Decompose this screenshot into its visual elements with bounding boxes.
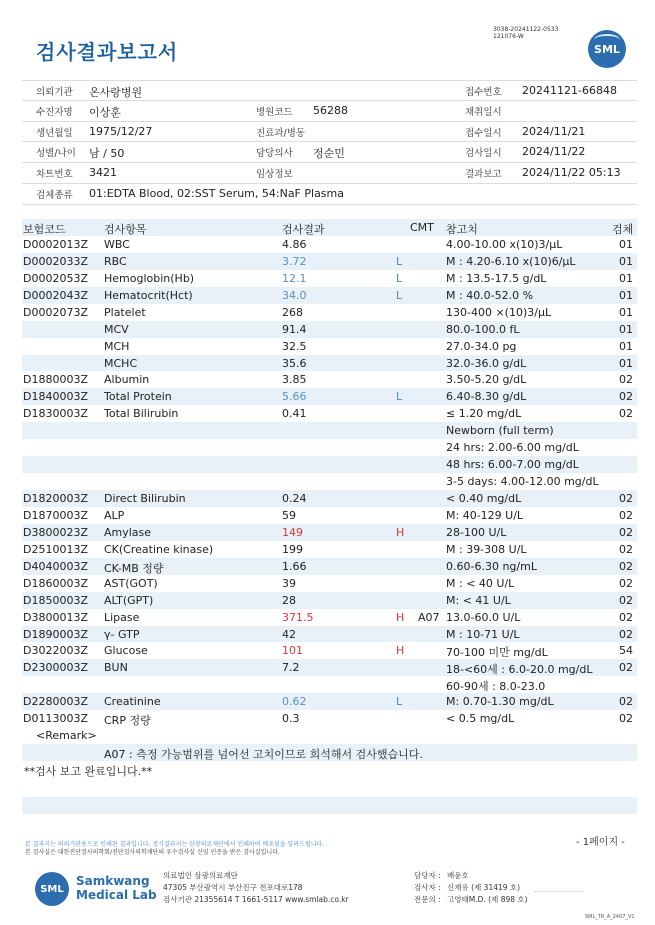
remark-text-row (22, 744, 637, 761)
collection-dt-label: 채취일시 (465, 106, 502, 118)
test-result: 28 (282, 593, 296, 607)
test-name: Hemoglobin(Hb) (104, 271, 195, 285)
table-row (22, 422, 637, 439)
doctor-value: 정순민 (313, 147, 345, 161)
table-row (22, 490, 637, 507)
info-row (22, 142, 637, 163)
birth-value: 1975/12/27 (89, 124, 153, 138)
receipt-no-value: 20241121-66848 (522, 84, 617, 97)
document-code: 3038-20241122-0533 (493, 26, 559, 33)
specimen-code: 02 (619, 525, 633, 539)
test-result: 5.66 (282, 390, 307, 404)
specimen-code: 01 (619, 288, 633, 302)
result-flag: L (396, 271, 403, 285)
test-name: γ- GTP (104, 627, 140, 641)
reference-range: M: 0.70-1.30 mg/dL (446, 695, 554, 709)
specimen-code: 02 (619, 373, 633, 387)
chart-no-value: 3421 (89, 166, 117, 180)
header-cmt: CMT (410, 221, 434, 234)
table-row (22, 439, 637, 456)
header-ref: 참고치 (446, 223, 478, 236)
header-name: 검사항목 (104, 223, 147, 236)
reference-range: 3.50-5.20 g/dL (446, 373, 527, 387)
test-date-value: 2024/11/22 (522, 145, 586, 159)
sml-logo-icon: SML (588, 30, 626, 68)
info-row (22, 80, 637, 101)
test-code: D0002013Z (23, 237, 88, 251)
receipt-date-value: 2024/11/21 (522, 124, 586, 138)
test-result: 0.41 (282, 407, 307, 421)
test-code: D0002033Z (23, 254, 88, 268)
page-title: 검사결과보고서 (36, 40, 179, 64)
reference-range: 3-5 days: 4.00-12.00 mg/dL (446, 475, 599, 489)
specimen-code: 54 (619, 644, 633, 658)
reference-range: 60-90세 : 8.0-23.0 (446, 680, 546, 694)
test-code: D2280003Z (23, 695, 88, 709)
remark-row (22, 727, 637, 744)
table-row (22, 270, 637, 287)
chart-no-label: 차트번호 (36, 169, 73, 181)
table-row (22, 253, 637, 270)
test-code: D1830003Z (23, 407, 88, 421)
address-line: 검사기관 21355614 T 1661-5117 www.smlab.co.kr (163, 895, 349, 904)
info-row (22, 163, 637, 184)
table-row (22, 626, 637, 643)
test-code: D1880003Z (23, 373, 88, 387)
info-row (22, 101, 637, 122)
result-flag: H (396, 525, 405, 539)
test-result: 149 (282, 525, 303, 539)
test-name: ALP (104, 508, 125, 522)
table-row (22, 388, 637, 405)
test-result: 371.5 (282, 610, 314, 624)
staff-labels (414, 870, 441, 906)
brand-line: Samkwang (76, 874, 150, 888)
table-row (22, 473, 637, 490)
test-name: Creatinine (104, 695, 161, 709)
specimen-code: 02 (619, 390, 633, 404)
address-line: 의료법인 삼광의료재단 (163, 871, 238, 880)
header-code: 보험코드 (23, 223, 66, 236)
specimen-code: 02 (619, 661, 633, 675)
table-row (22, 338, 637, 355)
blank-row (22, 797, 637, 814)
table-row (22, 236, 637, 253)
specimen-code: 02 (619, 542, 633, 556)
specimen-code: 02 (619, 610, 633, 624)
reference-range: 80.0-100.0 fL (446, 322, 520, 336)
specimen-label: 검체종류 (36, 189, 73, 201)
reference-range: 18-<60세 : 6.0-20.0 mg/dL (446, 663, 593, 677)
document-codes (493, 26, 558, 40)
test-name: BUN (104, 661, 128, 675)
test-result: 3.72 (282, 254, 307, 268)
test-code: D1840003Z (23, 390, 88, 404)
specimen-code: 01 (619, 271, 633, 285)
test-code: D3800013Z (23, 610, 88, 624)
reference-range: 28-100 U/L (446, 525, 507, 539)
table-row (22, 405, 637, 422)
test-code: D3022003Z (23, 644, 88, 658)
info-row (22, 122, 637, 143)
requesting-org-value: 온사랑병원 (89, 86, 143, 99)
reference-range: 32.0-36.0 g/dL (446, 356, 527, 370)
table-row (22, 371, 637, 388)
hospital-code-value: 56288 (313, 103, 348, 117)
specimen-code: 01 (619, 339, 633, 353)
doctor-label: 담당의사 (256, 148, 293, 160)
staff-label: 전문의 : (414, 895, 441, 904)
birth-label: 생년월일 (36, 127, 73, 139)
patient-label: 수진자명 (36, 106, 73, 118)
test-name: MCV (104, 322, 129, 336)
test-date-label: 검사일시 (465, 148, 502, 160)
table-row (22, 592, 637, 609)
test-code: D0002073Z (23, 305, 88, 319)
reference-range: M : 39-308 U/L (446, 542, 527, 556)
info-row (22, 184, 637, 205)
table-row (22, 541, 637, 558)
test-result: 4.86 (282, 237, 307, 251)
requesting-org-label: 의뢰기관 (36, 87, 73, 98)
test-code: D0002053Z (23, 271, 88, 285)
result-flag: L (396, 695, 403, 709)
table-row (22, 710, 637, 727)
staff-label: 담당자 : (414, 871, 441, 880)
specimen-code: 01 (619, 254, 633, 268)
test-code: D2300003Z (23, 661, 88, 675)
table-row (22, 456, 637, 473)
table-row (22, 507, 637, 524)
receipt-date-label: 접수일시 (465, 127, 502, 139)
specimen-code: 02 (619, 407, 633, 421)
table-row (22, 355, 637, 372)
footnote (25, 841, 324, 857)
remark-title: <Remark> (36, 729, 97, 743)
table-row (22, 558, 637, 575)
reference-range: 130-400 ×(10)3/μL (446, 305, 552, 319)
hospital-code-label: 병원코드 (256, 106, 293, 118)
table-row (22, 676, 637, 693)
brand-name (76, 874, 157, 902)
test-name: Hematocrit(Hct) (104, 288, 193, 302)
reference-range: < 0.5 mg/dL (446, 712, 515, 726)
specimen-code: 02 (619, 712, 633, 726)
specimen-code: 02 (619, 627, 633, 641)
page-number: - 1페이지 - (576, 837, 625, 848)
test-code: D1890003Z (23, 627, 88, 641)
brand-line: Medical Lab (76, 888, 157, 902)
reference-range: 4.00-10.00 x(10)3/μL (446, 237, 563, 251)
test-name: Amylase (104, 525, 152, 539)
table-row (22, 693, 637, 710)
test-name: CRP 정량 (104, 714, 151, 728)
reference-range: 48 hrs: 6.00-7.00 mg/dL (446, 458, 579, 472)
table-row (22, 609, 637, 626)
footnote-line: 본 검사실은 대한진단검사의학회/진단검사의학재단의 우수검사실 신임 인증을 받은 검사실입니다. (25, 849, 280, 856)
reference-range: M : 13.5-17.5 g/dL (446, 271, 547, 285)
test-name: CK-MB 정량 (104, 561, 164, 575)
reference-range: 13.0-60.0 U/L (446, 610, 521, 624)
results-table (22, 219, 637, 778)
result-flag: H (396, 610, 405, 624)
test-code: D1860003Z (23, 576, 88, 590)
staff-value: 배윤호 (447, 871, 469, 880)
receipt-no-label: 접수번호 (465, 87, 502, 98)
staff-value: 고영태M.D. (제 898 호) (447, 895, 528, 904)
table-row (22, 304, 637, 321)
table-row (22, 575, 637, 592)
staff-values (447, 870, 528, 906)
sex-age-value: 남 / 50 (89, 147, 125, 161)
sex-age-label: 성별/나이 (36, 148, 76, 160)
test-code: D0002043Z (23, 288, 88, 302)
table-row (22, 642, 637, 659)
reference-range: Newborn (full term) (446, 424, 554, 438)
test-result: 0.62 (282, 695, 307, 709)
reference-range: M : 4.20-6.10 x(10)6/μL (446, 254, 576, 268)
result-flag: L (396, 288, 403, 302)
test-name: AST(GOT) (104, 576, 158, 590)
footnote-line: 본 결과지는 의뢰기관용으로 인쇄된 결과입니다. 정식결과지는 삼광의료재단에서 인쇄하여 배포됨을 알려드립니다. (25, 841, 325, 848)
specimen-code: 01 (619, 356, 633, 370)
test-result: 59 (282, 508, 296, 522)
specimen-code: 02 (619, 576, 633, 590)
specimen-code: 02 (619, 695, 633, 709)
reference-range: < 0.40 mg/dL (446, 492, 522, 505)
test-name: RBC (104, 254, 127, 268)
dept-label: 진료과/병동 (256, 127, 306, 139)
test-code: D0113003Z (23, 712, 88, 726)
remark-text: A07 : 측정 가능범위를 넘어선 고치이므로 희석해서 검사했습니다. (104, 748, 423, 762)
test-name: CK(Creatine kinase) (104, 542, 214, 556)
test-result: 39 (282, 576, 296, 590)
test-name: MCHC (104, 356, 138, 370)
reference-range: 0.60-6.30 ng/mL (446, 559, 537, 573)
test-code: D1850003Z (23, 593, 88, 607)
test-result: 42 (282, 627, 296, 641)
test-result: 3.85 (282, 373, 307, 387)
test-code: D3800023Z (23, 525, 88, 539)
test-code: D1820003Z (23, 492, 88, 505)
header-specimen: 검체 (612, 223, 634, 236)
test-name: MCH (104, 339, 130, 353)
address-block (163, 870, 349, 906)
sml-footer-logo-icon: SML (35, 872, 69, 906)
reference-range: ≤ 1.20 mg/dL (446, 407, 522, 421)
test-name: WBC (104, 237, 130, 251)
test-code: D4040003Z (23, 559, 88, 573)
test-comment: A07 (418, 610, 440, 624)
test-code: D1870003Z (23, 508, 88, 522)
test-result: 32.5 (282, 339, 307, 353)
specimen-value: 01:EDTA Blood, 02:SST Serum, 54:NaF Plasma (89, 186, 344, 200)
test-name: Total Protein (104, 390, 172, 404)
test-result: 0.3 (282, 712, 300, 726)
reference-range: M: 40-129 U/L (446, 508, 524, 522)
result-flag: L (396, 390, 403, 404)
test-result: 34.0 (282, 288, 307, 302)
test-result: 101 (282, 644, 303, 658)
report-complete-text: **검사 보고 완료입니다.** (24, 765, 153, 778)
test-result: 0.24 (282, 492, 307, 505)
clinical-label: 임상정보 (256, 169, 293, 181)
reference-range: M: < 41 U/L (446, 593, 511, 607)
staff-value: 신재유 (제 31419 호) (447, 883, 521, 892)
table-row (22, 287, 637, 304)
table-row (22, 321, 637, 338)
specimen-code: 01 (619, 305, 633, 319)
test-name: Albumin (104, 373, 150, 387)
signature-mark (534, 880, 584, 892)
result-flag: L (396, 254, 403, 268)
specimen-code: 02 (619, 508, 633, 522)
specimen-code: 02 (619, 492, 633, 505)
test-name: Glucose (104, 644, 148, 658)
staff-label: 검사자 : (414, 883, 441, 892)
specimen-code: 01 (619, 322, 633, 336)
table-row (22, 524, 637, 541)
reference-range: 27.0-34.0 pg (446, 339, 517, 353)
test-result: 12.1 (282, 271, 307, 285)
table-body (22, 236, 637, 727)
document-code: 121076-W (493, 33, 524, 40)
test-name: Platelet (104, 305, 146, 319)
test-name: Lipase (104, 610, 140, 624)
test-name: ALT(GPT) (104, 593, 154, 607)
reference-range: M : 40.0-52.0 % (446, 288, 534, 302)
address-line: 47305 부산광역시 부산진구 전포대로178 (163, 883, 303, 892)
test-result: 1.66 (282, 559, 307, 573)
reference-range: M : < 40 U/L (446, 576, 515, 590)
reference-range: 70-100 미만 mg/dL (446, 646, 548, 660)
test-code: D2510013Z (23, 542, 88, 556)
test-result: 35.6 (282, 356, 307, 370)
table-header (22, 219, 637, 236)
table-row (22, 659, 637, 676)
specimen-code: 01 (619, 237, 633, 251)
complete-row (22, 761, 637, 778)
test-result: 91.4 (282, 322, 307, 336)
patient-info-section (22, 80, 637, 205)
specimen-code: 02 (619, 593, 633, 607)
test-name: Total Bilirubin (104, 407, 179, 421)
result-flag: H (396, 644, 405, 658)
reference-range: M : 10-71 U/L (446, 627, 520, 641)
reference-range: 6.40-8.30 g/dL (446, 390, 527, 404)
test-result: 199 (282, 542, 303, 556)
header-result: 검사결과 (282, 223, 325, 236)
report-dt-label: 결과보고 (465, 169, 502, 181)
test-result: 268 (282, 305, 303, 319)
test-result: 7.2 (282, 661, 300, 675)
form-number: SML_TR_A_2407_V1 (585, 914, 635, 920)
patient-value: 이상훈 (89, 105, 121, 119)
specimen-code: 02 (619, 559, 633, 573)
test-name: Direct Bilirubin (104, 492, 186, 505)
reference-range: 24 hrs: 2.00-6.00 mg/dL (446, 441, 579, 455)
report-dt-value: 2024/11/22 05:13 (522, 166, 621, 180)
